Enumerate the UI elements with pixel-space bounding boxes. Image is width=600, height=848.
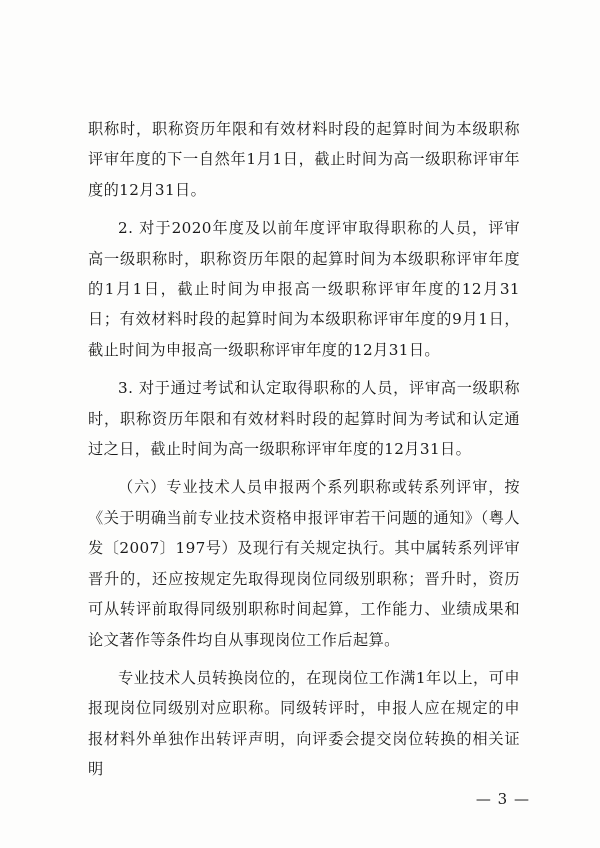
paragraph-job-transfer: 专业技术人员转换岗位的，在现岗位工作满1年以上，可申报现岗位同级别对应职称。同级转评时，申报人应在规定的申报材料外单独作出转评声明，向评委会提交岗位转换的相关证明: [88, 668, 520, 779]
body-text: [88, 114, 520, 793]
paragraph-section-6: （六）专业技术人员申报两个系列职称或转系列评审，按《关于明确当前专业技术资格申报评审若干问题的通知》（粤人发〔2007〕197号）及现行有关规定执行。其中属转系列评审晋升的，还应按规定先取得现岗位同级别职称；晋升时，资历可从转评前取得同级别职称时间起算，工作能力、业绩成果和论文著作等条件均自从事现岗位工作后起算。: [88, 478, 520, 649]
page-number: — 3 —: [475, 790, 530, 808]
paragraph-item-3: 3. 对于通过考试和认定取得职称的人员，评审高一级职称时，职称资历年限和有效材料时段的起算时间为考试和认定通过之日，截止时间为高一级职称评审年度的12月31日。: [88, 379, 520, 459]
paragraph-item-2: 2. 对于2020年度及以前年度评审取得职称的人员，评审高一级职称时，职称资历年限的起算时间为本级职称评审年度的1月1日，截止时间为申报高一级职称评审年度的12月31日；有效材料时段的起算时间为本级职称评审年度的9月1日，截止时间为申报高一级职称评审年度的12月31日。: [88, 219, 520, 359]
paragraph-continuation: 职称时，职称资历年限和有效材料时段的起算时间为本级职称评审年度的下一自然年1月1日，截止时间为高一级职称评审年度的12月31日。: [88, 120, 520, 199]
